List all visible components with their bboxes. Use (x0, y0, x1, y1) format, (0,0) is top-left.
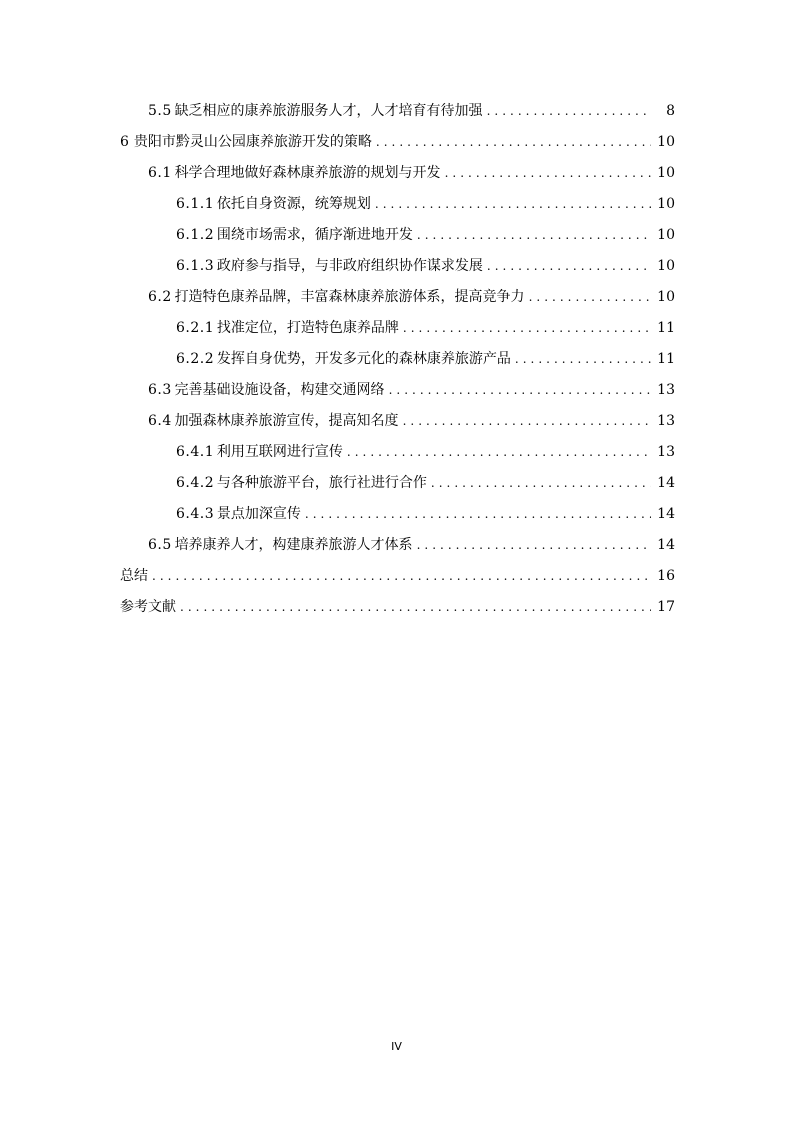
toc-entry-title: 景点加深宣传 (216, 506, 301, 522)
toc-entry[interactable] (120, 468, 675, 499)
dot-leader (152, 561, 651, 592)
toc-entry-number: 5.5 (148, 103, 172, 119)
dot-leader (376, 127, 651, 158)
toc-entry-title: 政府参与指导，与非政府组织协作谋求发展 (216, 258, 483, 274)
dot-leader (403, 406, 651, 437)
toc-entry-title: 依托自身资源，统筹规划 (216, 196, 371, 212)
dot-leader (305, 499, 651, 530)
toc-entry-number: 6.2 (148, 289, 172, 305)
toc-entry-title: 总结 (120, 568, 148, 584)
toc-entry-page: 10 (657, 165, 675, 181)
toc-entry-page: 11 (657, 320, 675, 336)
toc-entry-page: 16 (657, 568, 675, 584)
toc-entry-number: 6.4.1 (176, 444, 215, 460)
dot-leader (180, 592, 651, 623)
toc-entry-number: 6.5 (148, 537, 172, 553)
dot-leader (417, 220, 651, 251)
toc-entry[interactable] (120, 158, 675, 189)
toc-entry-number: 6.1 (148, 165, 172, 181)
toc-entry-number: 6.4.2 (176, 475, 215, 491)
toc-entry[interactable] (120, 437, 675, 468)
toc-entry-page: 13 (657, 382, 675, 398)
dot-leader (487, 251, 651, 282)
toc-entry-title: 缺乏相应的康养旅游服务人才，人才培育有待加强 (174, 103, 483, 119)
dot-leader (417, 530, 651, 561)
toc-entry-page: 17 (657, 599, 675, 615)
toc-entry-title: 参考文献 (120, 599, 176, 615)
toc-entry[interactable] (120, 499, 675, 530)
toc-entry-number: 6.1.3 (176, 258, 215, 274)
toc-entry-title: 贵阳市黔灵山公园康养旅游开发的策略 (133, 134, 372, 150)
toc-entry-page: 14 (657, 506, 675, 522)
toc-entry-number: 6.4 (148, 413, 172, 429)
toc-entry[interactable] (120, 127, 675, 158)
toc-entry-number: 6.4.3 (176, 506, 215, 522)
toc-entry-title: 围绕市场需求，循序渐进地开发 (216, 227, 413, 243)
dot-leader (403, 313, 651, 344)
toc-entry[interactable] (120, 530, 675, 561)
toc-entry-number: 6.1.1 (176, 196, 215, 212)
toc-entry-title: 发挥自身优势，开发多元化的森林康养旅游产品 (216, 351, 511, 367)
dot-leader (529, 282, 651, 313)
toc-entry-page: 13 (657, 444, 675, 460)
toc-entry-number: 6.2.2 (176, 351, 215, 367)
toc-entry[interactable] (120, 220, 675, 251)
dot-leader (347, 437, 651, 468)
toc-entry-title: 打造特色康养品牌，丰富森林康养旅游体系，提高竞争力 (174, 289, 525, 305)
toc-entry-page: 10 (657, 227, 675, 243)
toc-entry-title: 找准定位，打造特色康养品牌 (216, 320, 399, 336)
dot-leader (445, 158, 651, 189)
toc-entry-page: 10 (657, 258, 675, 274)
table-of-contents (120, 96, 675, 623)
toc-entry[interactable] (120, 561, 675, 592)
toc-entry[interactable] (120, 592, 675, 623)
toc-entry-title: 加强森林康养旅游宣传，提高知名度 (174, 413, 399, 429)
toc-entry-number: 6 (120, 134, 130, 150)
toc-entry-page: 10 (657, 196, 675, 212)
toc-entry-page: 8 (666, 103, 675, 119)
toc-entry[interactable] (120, 375, 675, 406)
toc-entry-page: 10 (657, 134, 675, 150)
toc-entry[interactable] (120, 313, 675, 344)
toc-entry-title: 利用互联网进行宣传 (216, 444, 343, 460)
toc-entry[interactable] (120, 344, 675, 375)
toc-entry-page: 14 (657, 475, 675, 491)
toc-entry[interactable] (120, 96, 675, 127)
toc-entry-number: 6.2.1 (176, 320, 215, 336)
toc-entry[interactable] (120, 282, 675, 313)
toc-entry-number: 6.1.2 (176, 227, 215, 243)
toc-entry[interactable] (120, 251, 675, 282)
toc-entry-page: 11 (657, 351, 675, 367)
page-number: IV (391, 1040, 402, 1053)
dot-leader (515, 344, 651, 375)
toc-entry-title: 培养康养人才，构建康养旅游人才体系 (174, 537, 413, 553)
toc-entry-page: 10 (657, 289, 675, 305)
dot-leader (375, 189, 651, 220)
toc-entry-title: 完善基础设施设备，构建交通网络 (174, 382, 385, 398)
toc-entry-page: 13 (657, 413, 675, 429)
toc-entry-title: 与各种旅游平台，旅行社进行合作 (216, 475, 427, 491)
toc-entry-number: 6.3 (148, 382, 172, 398)
toc-entry[interactable] (120, 406, 675, 437)
toc-entry-page: 14 (657, 537, 675, 553)
dot-leader (389, 375, 651, 406)
dot-leader (487, 96, 651, 127)
toc-entry[interactable] (120, 189, 675, 220)
dot-leader (431, 468, 651, 499)
toc-entry-title: 科学合理地做好森林康养旅游的规划与开发 (174, 165, 441, 181)
